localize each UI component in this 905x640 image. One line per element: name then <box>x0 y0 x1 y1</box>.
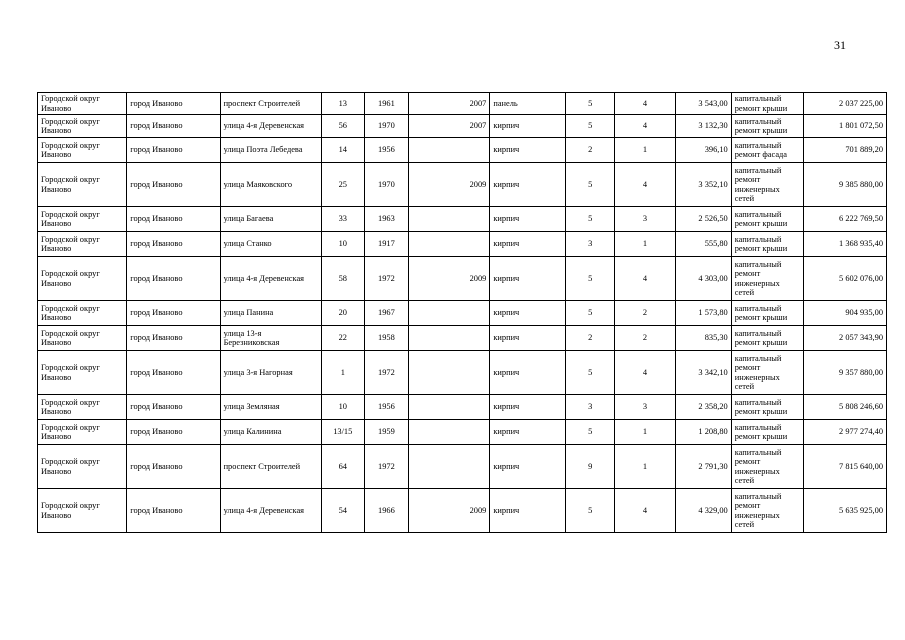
cell-entrances: 1 <box>615 420 676 445</box>
cell-house-number: 64 <box>321 445 364 489</box>
table-row <box>38 115 887 138</box>
cell-house-number: 25 <box>321 163 364 207</box>
cell-year-repair <box>409 301 490 326</box>
cell-wall-material: кирпич <box>490 207 566 232</box>
cell-cost: 2 037 225,00 <box>803 93 886 115</box>
cell-wall-material: кирпич <box>490 115 566 138</box>
cell-house-number: 56 <box>321 115 364 138</box>
cell-area: 4 303,00 <box>675 257 731 301</box>
cell-entrances: 1 <box>615 232 676 257</box>
cell-year-repair: 2007 <box>409 115 490 138</box>
cell-entrances: 3 <box>615 395 676 420</box>
cell-wall-material: кирпич <box>490 326 566 351</box>
cell-wall-material: кирпич <box>490 232 566 257</box>
cell-settlement: город Иваново <box>127 301 220 326</box>
cell-municipality: Городской округ Иваново <box>38 489 127 533</box>
cell-municipality: Городской округ Иваново <box>38 232 127 257</box>
cell-entrances: 2 <box>615 326 676 351</box>
cell-street: проспект Строителей <box>220 93 321 115</box>
table-row <box>38 207 887 232</box>
cell-cost: 5 602 076,00 <box>803 257 886 301</box>
cell-year-repair <box>409 395 490 420</box>
cell-year-built: 1956 <box>364 138 409 163</box>
cell-house-number: 13/15 <box>321 420 364 445</box>
cell-street: улица Калинина <box>220 420 321 445</box>
cell-municipality: Городской округ Иваново <box>38 115 127 138</box>
cell-house-number: 58 <box>321 257 364 301</box>
cell-house-number: 54 <box>321 489 364 533</box>
table-row <box>38 257 887 301</box>
cell-entrances: 4 <box>615 93 676 115</box>
cell-year-built: 1972 <box>364 445 409 489</box>
cell-wall-material: кирпич <box>490 445 566 489</box>
cell-house-number: 13 <box>321 93 364 115</box>
cell-municipality: Городской округ Иваново <box>38 351 127 395</box>
cell-wall-material: кирпич <box>490 395 566 420</box>
cell-floors: 5 <box>566 115 615 138</box>
cell-cost: 9 385 880,00 <box>803 163 886 207</box>
cell-year-built: 1963 <box>364 207 409 232</box>
cell-floors: 5 <box>566 301 615 326</box>
cell-work-type: капитальный ремонт фасада <box>731 138 803 163</box>
cell-year-built: 1917 <box>364 232 409 257</box>
cell-house-number: 22 <box>321 326 364 351</box>
cell-area: 3 543,00 <box>675 93 731 115</box>
cell-cost: 904 935,00 <box>803 301 886 326</box>
cell-cost: 1 368 935,40 <box>803 232 886 257</box>
cell-street: проспект Строителей <box>220 445 321 489</box>
cell-cost: 2 977 274,40 <box>803 420 886 445</box>
cell-floors: 5 <box>566 207 615 232</box>
cell-cost: 9 357 880,00 <box>803 351 886 395</box>
table-row <box>38 420 887 445</box>
cell-settlement: город Иваново <box>127 420 220 445</box>
cell-wall-material: кирпич <box>490 138 566 163</box>
cell-year-built: 1956 <box>364 395 409 420</box>
cell-work-type: капитальный ремонт инженерных сетей <box>731 257 803 301</box>
cell-area: 1 208,80 <box>675 420 731 445</box>
table-row <box>38 395 887 420</box>
cell-settlement: город Иваново <box>127 138 220 163</box>
cell-settlement: город Иваново <box>127 163 220 207</box>
table-row <box>38 301 887 326</box>
cell-street: улица Станко <box>220 232 321 257</box>
cell-year-repair <box>409 445 490 489</box>
cell-cost: 7 815 640,00 <box>803 445 886 489</box>
cell-settlement: город Иваново <box>127 207 220 232</box>
cell-year-repair <box>409 232 490 257</box>
cell-settlement: город Иваново <box>127 445 220 489</box>
cell-year-repair <box>409 138 490 163</box>
cell-wall-material: кирпич <box>490 257 566 301</box>
cell-floors: 3 <box>566 232 615 257</box>
cell-municipality: Городской округ Иваново <box>38 420 127 445</box>
table-row <box>38 138 887 163</box>
cell-year-repair: 2009 <box>409 257 490 301</box>
cell-cost: 6 222 769,50 <box>803 207 886 232</box>
cell-area: 555,80 <box>675 232 731 257</box>
cell-floors: 3 <box>566 395 615 420</box>
cell-area: 835,30 <box>675 326 731 351</box>
cell-street: улица Панина <box>220 301 321 326</box>
cell-cost: 701 889,20 <box>803 138 886 163</box>
cell-area: 4 329,00 <box>675 489 731 533</box>
cell-settlement: город Иваново <box>127 93 220 115</box>
cell-area: 2 526,50 <box>675 207 731 232</box>
cell-municipality: Городской округ Иваново <box>38 326 127 351</box>
cell-municipality: Городской округ Иваново <box>38 257 127 301</box>
cell-settlement: город Иваново <box>127 232 220 257</box>
cell-street: улица 4-я Деревенская <box>220 257 321 301</box>
cell-cost: 5 635 925,00 <box>803 489 886 533</box>
cell-year-repair <box>409 351 490 395</box>
cell-entrances: 2 <box>615 301 676 326</box>
cell-entrances: 4 <box>615 351 676 395</box>
cell-year-built: 1972 <box>364 257 409 301</box>
cell-street: улица Поэта Лебедева <box>220 138 321 163</box>
page-number: 31 <box>834 38 846 52</box>
cell-work-type: капитальный ремонт крыши <box>731 93 803 115</box>
cell-house-number: 14 <box>321 138 364 163</box>
cell-floors: 5 <box>566 489 615 533</box>
cell-area: 3 352,10 <box>675 163 731 207</box>
cell-settlement: город Иваново <box>127 395 220 420</box>
cell-municipality: Городской округ Иваново <box>38 445 127 489</box>
cell-year-repair <box>409 420 490 445</box>
cell-municipality: Городской округ Иваново <box>38 395 127 420</box>
cell-settlement: город Иваново <box>127 351 220 395</box>
cell-year-repair: 2007 <box>409 93 490 115</box>
cell-floors: 9 <box>566 445 615 489</box>
table-row <box>38 489 887 533</box>
cell-work-type: капитальный ремонт крыши <box>731 207 803 232</box>
table-row <box>38 445 887 489</box>
cell-work-type: капитальный ремонт крыши <box>731 301 803 326</box>
cell-street: улица Багаева <box>220 207 321 232</box>
cell-cost: 2 057 343,90 <box>803 326 886 351</box>
cell-house-number: 1 <box>321 351 364 395</box>
table-row <box>38 232 887 257</box>
table-row <box>38 326 887 351</box>
cell-wall-material: кирпич <box>490 489 566 533</box>
cell-house-number: 20 <box>321 301 364 326</box>
cell-work-type: капитальный ремонт инженерных сетей <box>731 163 803 207</box>
cell-street: улица 4-я Деревенская <box>220 489 321 533</box>
cell-year-built: 1958 <box>364 326 409 351</box>
cell-work-type: капитальный ремонт крыши <box>731 232 803 257</box>
cell-entrances: 3 <box>615 207 676 232</box>
cell-street: улица Земляная <box>220 395 321 420</box>
cell-work-type: капитальный ремонт крыши <box>731 115 803 138</box>
cell-entrances: 4 <box>615 115 676 138</box>
cell-house-number: 10 <box>321 232 364 257</box>
cell-year-built: 1966 <box>364 489 409 533</box>
cell-cost: 1 801 072,50 <box>803 115 886 138</box>
cell-municipality: Городской округ Иваново <box>38 163 127 207</box>
cell-area: 1 573,80 <box>675 301 731 326</box>
cell-street: улица 13-я Березниковская <box>220 326 321 351</box>
cell-year-repair <box>409 326 490 351</box>
cell-area: 2 791,30 <box>675 445 731 489</box>
cell-house-number: 33 <box>321 207 364 232</box>
cell-entrances: 1 <box>615 445 676 489</box>
cell-year-built: 1970 <box>364 115 409 138</box>
cell-house-number: 10 <box>321 395 364 420</box>
cell-municipality: Городской округ Иваново <box>38 93 127 115</box>
cell-street: улица Маяковского <box>220 163 321 207</box>
cell-year-built: 1970 <box>364 163 409 207</box>
cell-settlement: город Иваново <box>127 115 220 138</box>
cell-cost: 5 808 246,60 <box>803 395 886 420</box>
cell-year-repair: 2009 <box>409 489 490 533</box>
cell-floors: 2 <box>566 138 615 163</box>
cell-settlement: город Иваново <box>127 257 220 301</box>
cell-floors: 5 <box>566 351 615 395</box>
cell-work-type: капитальный ремонт крыши <box>731 420 803 445</box>
cell-municipality: Городской округ Иваново <box>38 301 127 326</box>
cell-area: 2 358,20 <box>675 395 731 420</box>
cell-year-built: 1959 <box>364 420 409 445</box>
cell-work-type: капитальный ремонт инженерных сетей <box>731 489 803 533</box>
cell-wall-material: кирпич <box>490 163 566 207</box>
cell-floors: 5 <box>566 257 615 301</box>
cell-year-built: 1972 <box>364 351 409 395</box>
cell-floors: 5 <box>566 163 615 207</box>
cell-entrances: 4 <box>615 163 676 207</box>
cell-settlement: город Иваново <box>127 326 220 351</box>
cell-area: 3 342,10 <box>675 351 731 395</box>
cell-work-type: капитальный ремонт крыши <box>731 395 803 420</box>
cell-wall-material: кирпич <box>490 351 566 395</box>
cell-area: 396,10 <box>675 138 731 163</box>
cell-floors: 5 <box>566 420 615 445</box>
cell-wall-material: панель <box>490 93 566 115</box>
cell-area: 3 132,30 <box>675 115 731 138</box>
table-row <box>38 163 887 207</box>
cell-entrances: 1 <box>615 138 676 163</box>
table-row <box>38 351 887 395</box>
cell-street: улица 3-я Нагорная <box>220 351 321 395</box>
table-row <box>38 93 887 115</box>
cell-work-type: капитальный ремонт крыши <box>731 326 803 351</box>
cell-floors: 5 <box>566 93 615 115</box>
cell-entrances: 4 <box>615 257 676 301</box>
cell-municipality: Городской округ Иваново <box>38 138 127 163</box>
cell-work-type: капитальный ремонт инженерных сетей <box>731 445 803 489</box>
cell-settlement: город Иваново <box>127 489 220 533</box>
cell-year-repair <box>409 207 490 232</box>
cell-year-built: 1967 <box>364 301 409 326</box>
housing-repair-table <box>37 92 887 533</box>
cell-wall-material: кирпич <box>490 420 566 445</box>
cell-work-type: капитальный ремонт инженерных сетей <box>731 351 803 395</box>
cell-municipality: Городской округ Иваново <box>38 207 127 232</box>
cell-year-repair: 2009 <box>409 163 490 207</box>
cell-wall-material: кирпич <box>490 301 566 326</box>
cell-entrances: 4 <box>615 489 676 533</box>
cell-year-built: 1961 <box>364 93 409 115</box>
cell-street: улица 4-я Деревенская <box>220 115 321 138</box>
cell-floors: 2 <box>566 326 615 351</box>
